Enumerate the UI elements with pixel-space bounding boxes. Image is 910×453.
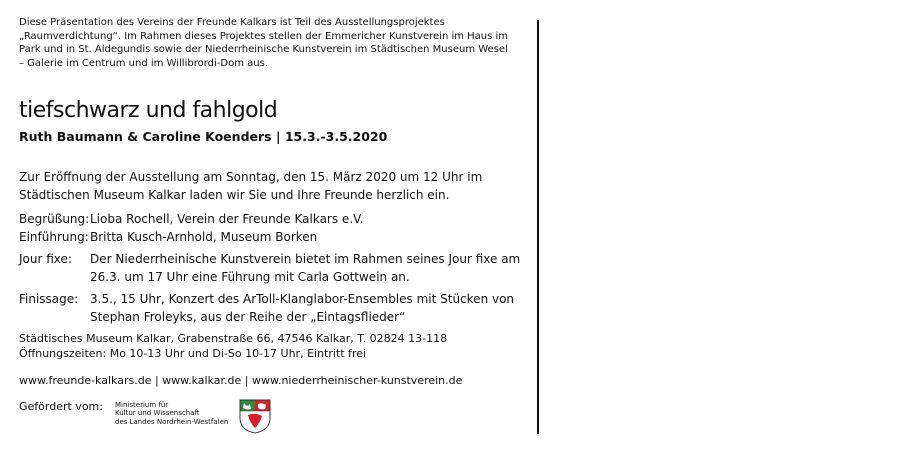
opening-hours: Öffnungszeiten: Mo 10-13 Uhr und Di-So 10-17 Uhr, Eintritt frei — [19, 346, 367, 360]
program-value-line: 26.3. um 17 Uhr eine Führung mit Carla Gottwein an. — [90, 270, 410, 284]
program-row-finissage — [19, 290, 529, 326]
invitation-line: Städtischen Museum Kalkar laden wir Sie und Ihre Freunde herzlich ein. — [19, 188, 450, 202]
program-value-line: Stephan Froleyks, aus der Reihe der „Eintagsflieder“ — [90, 310, 406, 324]
program-label: Begrüßung: — [19, 212, 90, 226]
program-value: Lioba Rochell, Verein der Freunde Kalkars e.V. — [90, 212, 364, 226]
invitation-line: Zur Eröffnung der Ausstellung am Sonntag, den 15. März 2020 um 12 Uhr im — [19, 170, 483, 184]
ministry-line: Kultur und Wissenschaft — [115, 409, 200, 418]
program-value: Britta Kusch-Arnhold, Museum Borken — [90, 230, 318, 244]
program-list — [19, 210, 529, 326]
ministry-line: Ministerium für — [115, 401, 169, 409]
program-value — [90, 290, 529, 326]
exhibition-title: tiefschwarz und fahlgold — [19, 98, 278, 123]
intro-line: Park und in St. Aldegundis sowie der Niederrheinische Kunstverein im Städtischen Museum Wesel — [19, 44, 508, 55]
program-value-line: Der Niederrheinische Kunstverein bietet im Rahmen seines Jour fixe am — [90, 252, 521, 266]
invitation-body — [19, 168, 529, 326]
ministry-name — [115, 401, 245, 426]
nrw-coat-of-arms-icon — [238, 398, 272, 434]
program-row-jour-fixe — [19, 250, 529, 286]
funding-label: Gefördert vom: — [19, 400, 103, 413]
program-label: Jour fixe: — [19, 252, 72, 266]
ministry-line: des Landes Nordrhein-Westfalen — [115, 417, 229, 426]
program-row-greeting — [19, 210, 529, 228]
intro-line: Diese Präsentation des Vereins der Freunde Kalkars ist Teil des Ausstellungsprojektes — [19, 17, 445, 28]
address-line: Städtisches Museum Kalkar, Grabenstraße 66, 47546 Kalkar, T. 02824 13-118 — [19, 332, 448, 345]
program-label: Einführung: — [19, 230, 89, 244]
intro-line: „Raumverdichtung“. Im Rahmen dieses Projektes stellen der Emmericher Kunstverein im Haus im — [19, 30, 509, 42]
program-value-line: 3.5., 15 Uhr, Konzert des ArToll-Klanglabor-Ensembles mit Stücken von — [90, 292, 515, 306]
exhibition-subtitle: Ruth Baumann & Caroline Koenders | 15.3.-3.5.2020 — [19, 129, 388, 144]
museum-address — [19, 332, 529, 361]
intro-paragraph — [19, 16, 529, 70]
program-row-introduction — [19, 228, 529, 246]
intro-line: – Galerie im Centrum und im Willibrordi-Dom aus. — [19, 57, 268, 69]
website-links[interactable]: www.freunde-kalkars.de | www.kalkar.de | www.niederrheinischer-kunstverein.de — [19, 374, 463, 387]
program-value — [90, 250, 529, 286]
vertical-divider — [537, 20, 539, 434]
program-label: Finissage: — [19, 292, 79, 306]
